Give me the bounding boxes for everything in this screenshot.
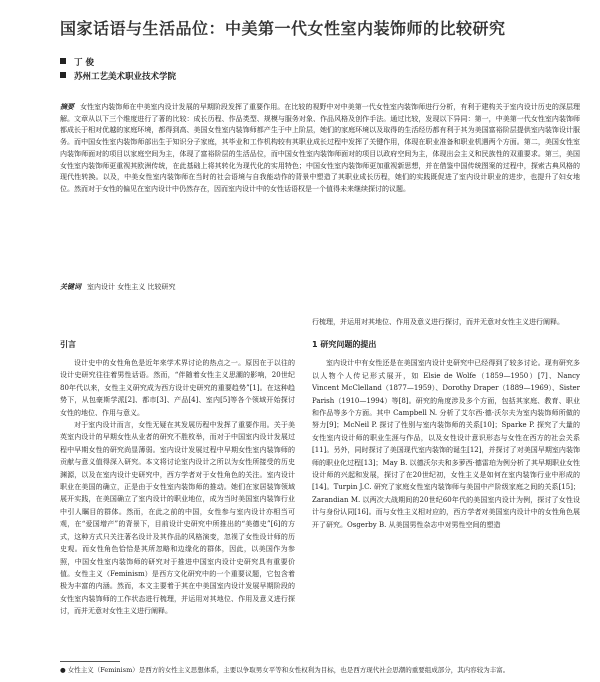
section-1-heading: 1 研究问题的提出 <box>312 340 377 350</box>
abstract-label: 摘要 <box>60 103 75 111</box>
left-column <box>60 338 295 660</box>
organization-line <box>60 70 176 82</box>
body-paragraph-continued: 行梳理，并运用对其地位、作用及意义进行探讨，而并无意对女性主义进行阐释。 <box>312 318 564 326</box>
footnote-marker: ● <box>60 666 66 674</box>
footnote-divider <box>60 661 120 662</box>
square-bullet-icon <box>60 58 66 64</box>
body-paragraph: 对于室内设计而言，女性无疑在其发展历程中发挥了重要作用。关于美英室内设计的早期女性从业者的研究不胜枚举，而对于中国室内设计发展过程中早期女性的研究尚显薄弱。室内设计发展过程中早期女性室内装饰师的贡献与意义值得深入研究。本文将讨论室内设计之所以为女性所接受的历史渊源，以及在室内设计史研究中，西方学者对于女性角色的关注。室内设计职业在美国的确立，正是由于女性室内装饰师的推动。她们在家居装饰领域展开实践，在美国确立了室内设计的职业地位，成为当时美国室内装饰行业中引人瞩目的群体。然而，在此之前的中国，女性参与室内设计亦相当可观，在“爱国增产”的背景下，目前设计史研究中所推出的“美德史”[6]的方式，这种方式只关注著名设计及其作品的风格演变，忽视了女性设计师的历史观。而女性角色恰恰是其所忽略和边缘化的群体，因此，以美国作为参照，中国女性室内装饰师的研究对于推进中国室内设计史研究具有重要价值。女性主义（Feminism）是西方文化研究中的一个重要议题，它包含着极为丰富的内涵。然而，本文主要着于其在中美国室内设计发展早期阶段的女性室内装饰师的工作状态进行梳理，并运用对其地位、作用及意义进行探讨，而并无意对女性主义进行阐释。 <box>60 421 295 616</box>
abstract-text: 女性室内装饰师在中美室内设计发展的早期阶段发挥了重要作用。在比较的视野中对中美第一代女性室内装饰师进行分析，有利于建构关于室内设计历史的深层理解。文章从以下三个维度进行了著的比较：成长历程、作品类型、规模与服务对象、作品风格及创作手法。通过比较，发现以下异同：第一，中美第一代女性室内装饰师都成长于相对优越的家庭环境，都得到高、美国女性室内装饰师都产生于中上阶层，她们的家庭环境以及取得的生活经历都有利于其为美国富裕阶层提供室内装饰设计服务。而中国女性室内装饰师部出生于知识分子家庭，其毕业和工作机构较有其职业成长过程中发挥了关键作用，体现在职业准备和职业机遇两个方面。第二，美国女性室内装饰师面对的项目以家庭空间为主，体现了富裕阶层的生活品位，而中国女性室内装饰师面对的项目以政府空间为主，体现出会主义和民族性的双重要求。第三，美国女性室内装饰师更重视其欧洲传统，在此基础上将其转化为现代化的实用特色；中国女性室内装饰师更加重视新思想，并在借鉴中国传统图案的过程中，探索古典风格的现代性转换。以及，中美女性室内装饰师在当时的社会语境与自我能动作的背景中塑造了其职业成长历程，她们的实践既促进了室内设计职业的进步，也提升了妇女地位。然而对于女性的偏见在室内设计中仍然存在，因而室内设计中的女性话语权是一个值得未来继续探讨的议题。 <box>60 103 581 193</box>
abstract <box>60 102 580 196</box>
square-bullet-icon <box>60 72 66 78</box>
author-name: 丁 俊 <box>74 58 94 68</box>
body-paragraph: 设计史中的女性角色是近年来学术界讨论的热点之一。原因在于以往的设计史研究往往着男性话语。然而，“伴随着女性主义思潮的影响，20世纪80年代以来，女性主义研究成为西方设计史研究的重要趋势”[1]。在这种趋势下，从包豪斯学派[2]、都市[3]、产品[4]、室内[5]等各个领域开始探讨女性的地位、作用与意义。 <box>60 359 295 417</box>
organization-name: 苏州工艺美术职业技术学院 <box>74 72 177 82</box>
keywords-text: 室内设计 女性主义 比较研究 <box>87 283 176 291</box>
keywords-label: 关键词 <box>60 283 81 291</box>
intro-heading: 引言 <box>60 340 76 349</box>
footnote-text: 女性主义（Feminism）是西方的女性主义思想体系，主要以争取男女平等和女性权利为目标，也是西方现代社会思潮的重要组成部分，其内容较为丰富。 <box>67 666 510 674</box>
right-column <box>312 316 580 660</box>
author-line <box>60 56 94 68</box>
body-paragraph: 室内设计中有女性还是在美国室内设计史研究中已经得到了较多讨论。现有研究多以人物个人传记形式展开，如 Elsie de Wolfe（1859—1950）[7]、Nancy Vincent McClelland（1877—1959）、Dorothy Draper（1889—1969）、Sister Parish（1910—1994）等[8]。研究的角度涉及多个方面，包括其家庭、教育、职业和作品等多个方面。其中 Campbell N. 分析了艾尔西·德·沃尔夫为室内装饰师所做的努力[9]；McNeil P. 探讨了性别与室内装饰师的关系[10]；Sparke P. 探究了大量的女性室内设计师的职业生涯与作品，以及女性设计意识形态与女性在西方的社会关系[11]。另外，同时探讨了美国现代室内装饰的诞生[12]，并探讨了对美国早期室内装饰师的职业化过程[13]；May B. 以德沃尔夫和多萝西·德雷珀为例分析了其早期职业女性设计师的兴起和发展，探讨了在20世纪初，女性主义是如何在室内装饰行业中形成的[14]。Turpin J.C. 研究了家庭女性室内装饰师与美国中产阶级家庭之间的关系[15]；Zarandian M. 以两次大战期间的20世纪60年代的美国室内设计为例，探讨了女性设计与身份认同[16]。而与女性主义相对应的，西方学者对美国室内设计中的女性角色展开了研究。Osgerby B. 从美国男性杂志中对男性空间的塑造 <box>312 359 580 529</box>
footnote <box>60 666 580 675</box>
keywords <box>60 282 580 293</box>
paper-title: 国家话语与生活品位：中美第一代女性室内装饰师的比较研究 <box>60 19 506 38</box>
